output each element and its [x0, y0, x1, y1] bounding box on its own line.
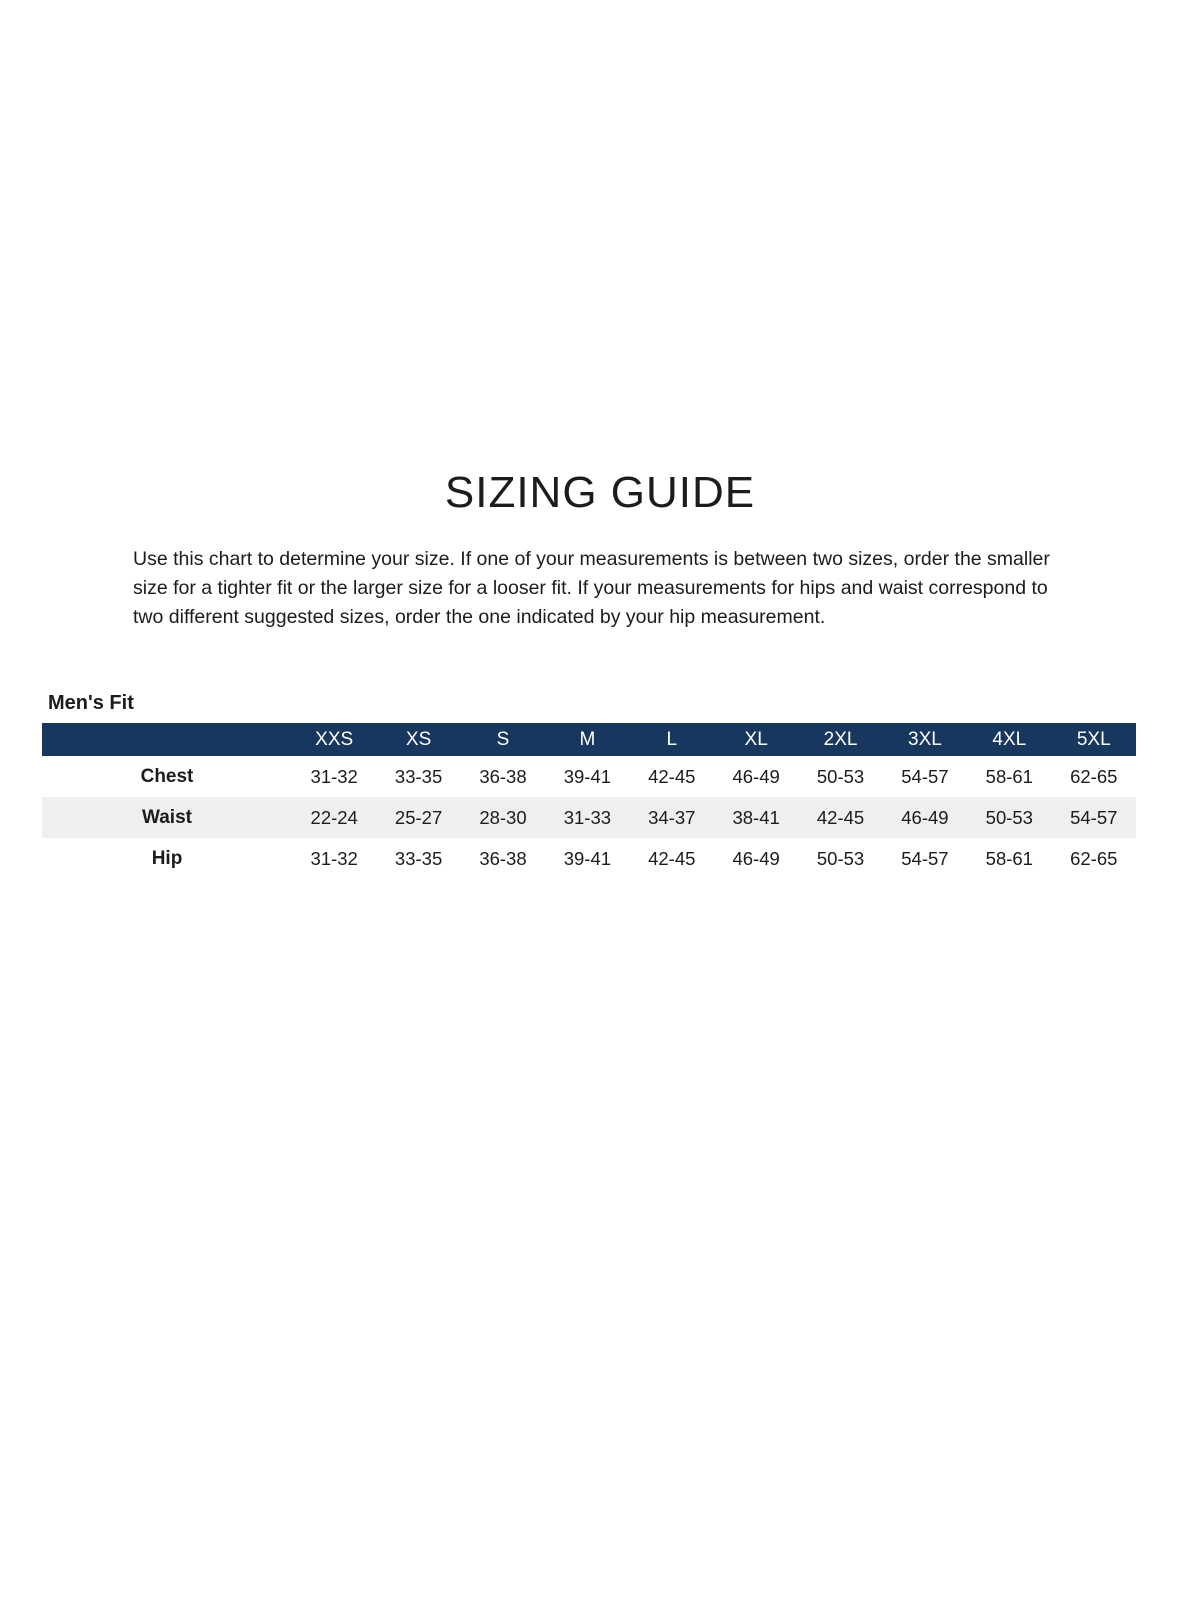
measurement-cell: 25-27 — [376, 797, 460, 838]
measurement-cell: 22-24 — [292, 797, 376, 838]
measurement-cell: 50-53 — [967, 797, 1051, 838]
size-header-cell: M — [545, 723, 629, 756]
measurement-cell: 54-57 — [901, 847, 949, 869]
measurement-cell: 31-33 — [545, 797, 629, 838]
measurement-cell: 42-45 — [648, 847, 696, 869]
measurement-cell: 50-53 — [816, 765, 865, 787]
measurement-cell: 28-30 — [461, 797, 545, 838]
measurement-cell: 50-53 — [816, 847, 865, 869]
measurement-cell: 42-45 — [648, 765, 696, 787]
measurement-cell: 62-65 — [1070, 847, 1118, 869]
measurement-cell: 34-37 — [630, 797, 714, 838]
measurement-cell: 42-45 — [798, 797, 882, 838]
measurement-cell: 62-65 — [1070, 765, 1118, 787]
page-title: SIZING GUIDE — [444, 468, 756, 517]
row-label-chest: Chest — [140, 765, 194, 787]
row-label-hip: Hip — [151, 847, 183, 869]
measurement-cell: 46-49 — [732, 847, 780, 869]
table-header-row — [42, 723, 1136, 756]
measurement-cell: 38-41 — [714, 797, 798, 838]
header-cell-empty — [42, 723, 292, 756]
measurement-cell: 33-35 — [394, 847, 443, 869]
size-table-container — [42, 723, 1136, 879]
size-header-cell: XS — [376, 723, 460, 756]
size-header-cell: S — [461, 723, 545, 756]
measurement-cell: 33-35 — [394, 765, 443, 787]
size-header-cell: XL — [714, 723, 798, 756]
measurement-cell: 54-57 — [901, 765, 949, 787]
measurement-cell: 31-32 — [310, 765, 358, 787]
size-header-cell: 4XL — [967, 723, 1051, 756]
table-row-chest — [42, 756, 1136, 797]
measurement-cell: 46-49 — [732, 765, 780, 787]
size-header-cell: L — [630, 723, 714, 756]
measurement-cell: 54-57 — [1052, 797, 1136, 838]
measurement-cell: 36-38 — [479, 765, 527, 787]
table-row-hip — [42, 838, 1136, 879]
section-label-mens-fit: Men's Fit — [48, 692, 134, 714]
table-row-waist — [42, 797, 1136, 838]
size-header-cell: 2XL — [798, 723, 882, 756]
size-header-cell: 5XL — [1052, 723, 1136, 756]
measurement-cell: 58-61 — [985, 765, 1033, 787]
measurement-cell: 39-41 — [563, 765, 612, 787]
measurement-cell: 46-49 — [883, 797, 967, 838]
size-header-cell: XXS — [292, 723, 376, 756]
measurement-cell: 31-32 — [310, 847, 358, 869]
intro-paragraph: Use this chart to determine your size. If one of your measurements is between two sizes, order the smaller size for a tighter fit or the larger size for a looser fit. If your measurements for hips and waist correspond to two different suggested sizes, order the one indicated by your hip measurement. — [133, 548, 1050, 628]
size-header-cell: 3XL — [883, 723, 967, 756]
row-label-waist: Waist — [42, 797, 292, 838]
measurement-cell: 39-41 — [563, 847, 612, 869]
size-table — [42, 723, 1136, 879]
measurement-cell: 36-38 — [479, 847, 527, 869]
measurement-cell: 58-61 — [985, 847, 1033, 869]
